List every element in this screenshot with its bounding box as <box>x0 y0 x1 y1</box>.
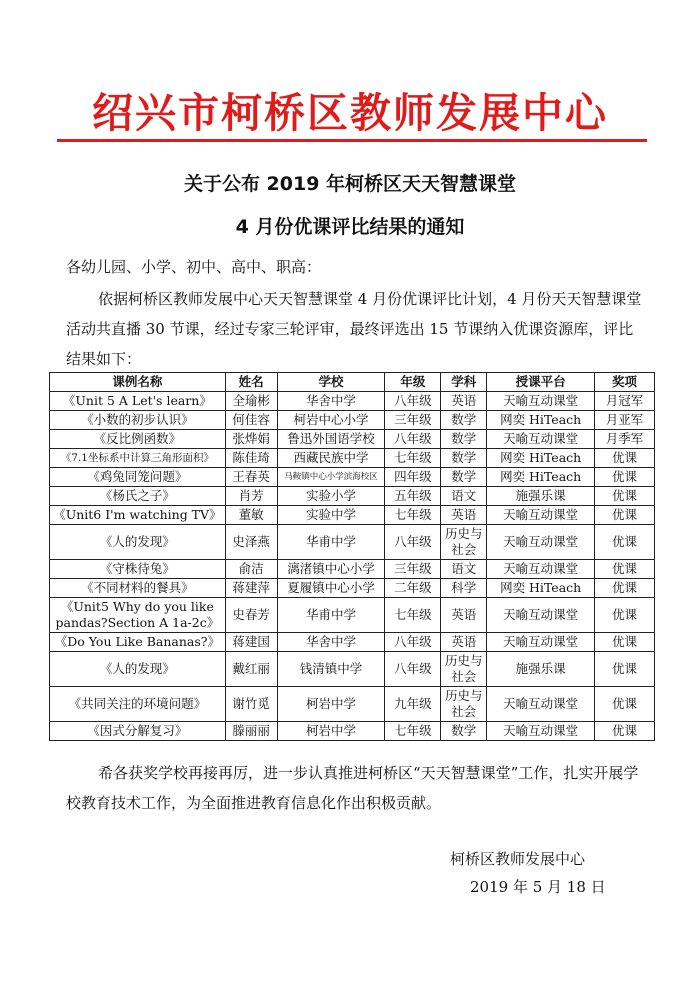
notice-title-line-1: 关于公布 2019 年柯桥区天天智慧课堂 <box>183 173 517 195</box>
lesson-cell: 《共同关注的环境问题》 <box>50 687 226 722</box>
header-cell-name: 姓名 <box>225 373 277 392</box>
table-row <box>50 579 655 598</box>
teacher-cell: 俞洁 <box>225 560 277 579</box>
award-cell: 优课 <box>595 468 655 487</box>
lesson-cell: 《Unit5 Why do you like pandas?Section A 1a-2c》 <box>50 598 226 633</box>
organization-title: 绍兴市柯桥区教师发展中心 <box>92 89 608 137</box>
subject-cell: 数学 <box>441 411 487 430</box>
award-cell: 优课 <box>595 687 655 722</box>
lesson-cell: 《鸡兔同笼问题》 <box>50 468 226 487</box>
table-row <box>50 687 655 722</box>
grade-cell: 八年级 <box>385 633 441 652</box>
teacher-cell: 肖芳 <box>225 487 277 506</box>
body-paragraph: 依据柯桥区教师发展中心天天智慧课堂 4 月份优课评比计划，4 月份天天智慧课堂活动共直播 30 节课，经过专家三轮评审，最终评选出 15 节课纳入优课资源库，评比结果如下： <box>66 290 642 368</box>
platform-cell: 天喻互动课堂 <box>487 430 595 449</box>
subject-cell: 科学 <box>441 579 487 598</box>
table-header-row <box>50 373 655 392</box>
school-cell: 马鞍镇中心小学滨海校区 <box>277 468 385 487</box>
school-cell: 钱清镇中学 <box>277 652 385 687</box>
school-cell: 实验小学 <box>277 487 385 506</box>
lesson-cell: 《守株待兔》 <box>50 560 226 579</box>
grade-cell: 四年级 <box>385 468 441 487</box>
header-cell-platform: 授课平台 <box>487 373 595 392</box>
school-cell: 柯岩中学 <box>277 687 385 722</box>
grade-cell: 七年级 <box>385 598 441 633</box>
award-cell: 优课 <box>595 506 655 525</box>
subject-cell: 数学 <box>441 449 487 468</box>
award-cell: 月亚军 <box>595 411 655 430</box>
subject-cell: 历史与社会 <box>441 525 487 560</box>
lesson-cell: 《不同材料的餐具》 <box>50 579 226 598</box>
subject-cell: 英语 <box>441 633 487 652</box>
header-cell-school: 学校 <box>277 373 385 392</box>
teacher-cell: 史泽燕 <box>225 525 277 560</box>
lesson-cell: 《Do You Like Bananas?》 <box>50 633 226 652</box>
teacher-cell: 谢竹觅 <box>225 687 277 722</box>
teacher-cell: 蒋建国 <box>225 633 277 652</box>
grade-cell: 七年级 <box>385 722 441 741</box>
header-cell-subject: 学科 <box>441 373 487 392</box>
award-cell: 月季军 <box>595 430 655 449</box>
table-row <box>50 560 655 579</box>
subject-cell: 英语 <box>441 506 487 525</box>
grade-cell: 八年级 <box>385 652 441 687</box>
teacher-cell: 董敏 <box>225 506 277 525</box>
grade-cell: 八年级 <box>385 392 441 411</box>
platform-cell: 施强乐课 <box>487 652 595 687</box>
school-cell: 漓渚镇中心小学 <box>277 560 385 579</box>
teacher-cell: 滕丽丽 <box>225 722 277 741</box>
teacher-cell: 陈佳琦 <box>225 449 277 468</box>
subject-cell: 英语 <box>441 598 487 633</box>
teacher-cell: 张烨娟 <box>225 430 277 449</box>
platform-cell: 天喻互动课堂 <box>487 633 595 652</box>
platform-cell: 天喻互动课堂 <box>487 722 595 741</box>
table-row <box>50 633 655 652</box>
award-cell: 优课 <box>595 598 655 633</box>
lesson-cell: 《Unit6 I'm watching TV》 <box>50 506 226 525</box>
award-cell: 优课 <box>595 487 655 506</box>
grade-cell: 三年级 <box>385 560 441 579</box>
school-cell: 鲁迅外国语学校 <box>277 430 385 449</box>
school-cell: 夏履镇中心小学 <box>277 579 385 598</box>
lesson-cell: 《小数的初步认识》 <box>50 411 226 430</box>
grade-cell: 三年级 <box>385 411 441 430</box>
award-cell: 优课 <box>595 560 655 579</box>
award-cell: 优课 <box>595 449 655 468</box>
table-row <box>50 487 655 506</box>
grade-cell: 七年级 <box>385 449 441 468</box>
lesson-cell: 《人的发现》 <box>50 652 226 687</box>
platform-cell: 天喻互动课堂 <box>487 598 595 633</box>
results-table <box>49 372 655 741</box>
table-row <box>50 652 655 687</box>
header-cell-lesson: 课例名称 <box>50 373 226 392</box>
signature-organization: 柯桥区教师发展中心 <box>450 850 586 868</box>
table-row <box>50 449 655 468</box>
platform-cell: 施强乐课 <box>487 487 595 506</box>
header-cell-grade: 年级 <box>385 373 441 392</box>
table-row <box>50 598 655 633</box>
grade-cell: 二年级 <box>385 579 441 598</box>
school-cell: 华甫中学 <box>277 598 385 633</box>
grade-cell: 八年级 <box>385 430 441 449</box>
lesson-cell: 《杨氏之子》 <box>50 487 226 506</box>
school-cell: 实验中学 <box>277 506 385 525</box>
school-cell: 柯岩中学 <box>277 722 385 741</box>
red-divider-line <box>57 139 647 142</box>
grade-cell: 五年级 <box>385 487 441 506</box>
award-cell: 优课 <box>595 579 655 598</box>
grade-cell: 八年级 <box>385 525 441 560</box>
table-row <box>50 468 655 487</box>
school-cell: 华舍中学 <box>277 392 385 411</box>
award-cell: 优课 <box>595 633 655 652</box>
school-cell: 柯岩中心小学 <box>277 411 385 430</box>
platform-cell: 网奕 HiTeach <box>487 411 595 430</box>
platform-cell: 天喻互动课堂 <box>487 687 595 722</box>
lesson-cell: 《反比例函数》 <box>50 430 226 449</box>
subject-cell: 英语 <box>441 392 487 411</box>
school-cell: 西藏民族中学 <box>277 449 385 468</box>
signature-date: 2019 年 5 月 18 日 <box>470 878 606 896</box>
table-row <box>50 392 655 411</box>
notice-title-line-2: 4 月份优课评比结果的通知 <box>235 216 465 238</box>
subject-cell: 历史与社会 <box>441 652 487 687</box>
teacher-cell: 戴红丽 <box>225 652 277 687</box>
award-cell: 优课 <box>595 722 655 741</box>
subject-cell: 语文 <box>441 560 487 579</box>
platform-cell: 天喻互动课堂 <box>487 560 595 579</box>
teacher-cell: 蒋建萍 <box>225 579 277 598</box>
platform-cell: 网奕 HiTeach <box>487 449 595 468</box>
greeting: 各幼儿园、小学、初中、高中、职高： <box>66 258 322 276</box>
subject-cell: 数学 <box>441 430 487 449</box>
table-row <box>50 411 655 430</box>
teacher-cell: 王春英 <box>225 468 277 487</box>
grade-cell: 七年级 <box>385 506 441 525</box>
subject-cell: 数学 <box>441 468 487 487</box>
teacher-cell: 全瑜彬 <box>225 392 277 411</box>
platform-cell: 天喻互动课堂 <box>487 525 595 560</box>
platform-cell: 天喻互动课堂 <box>487 392 595 411</box>
platform-cell: 天喻互动课堂 <box>487 506 595 525</box>
award-cell: 月冠军 <box>595 392 655 411</box>
lesson-cell: 《Unit 5 A Let's learn》 <box>50 392 226 411</box>
school-cell: 华舍中学 <box>277 633 385 652</box>
table-row <box>50 430 655 449</box>
platform-cell: 网奕 HiTeach <box>487 579 595 598</box>
subject-cell: 历史与社会 <box>441 687 487 722</box>
subject-cell: 语文 <box>441 487 487 506</box>
teacher-cell: 何佳容 <box>225 411 277 430</box>
closing-paragraph: 希各获奖学校再接再厉，进一步认真推进柯桥区“天天智慧课堂”工作，扎实开展学校教育技术工作，为全面推进教育信息化作出积极贡献。 <box>66 764 639 812</box>
platform-cell: 网奕 HiTeach <box>487 468 595 487</box>
subject-cell: 数学 <box>441 722 487 741</box>
table-row <box>50 525 655 560</box>
grade-cell: 九年级 <box>385 687 441 722</box>
table-row <box>50 506 655 525</box>
lesson-cell: 《7.1坐标系中计算三角形面积》 <box>50 449 226 468</box>
lesson-cell: 《因式分解复习》 <box>50 722 226 741</box>
award-cell: 优课 <box>595 525 655 560</box>
header-cell-award: 奖项 <box>595 373 655 392</box>
award-cell: 优课 <box>595 652 655 687</box>
teacher-cell: 史春芳 <box>225 598 277 633</box>
school-cell: 华甫中学 <box>277 525 385 560</box>
lesson-cell: 《人的发现》 <box>50 525 226 560</box>
table-row <box>50 722 655 741</box>
